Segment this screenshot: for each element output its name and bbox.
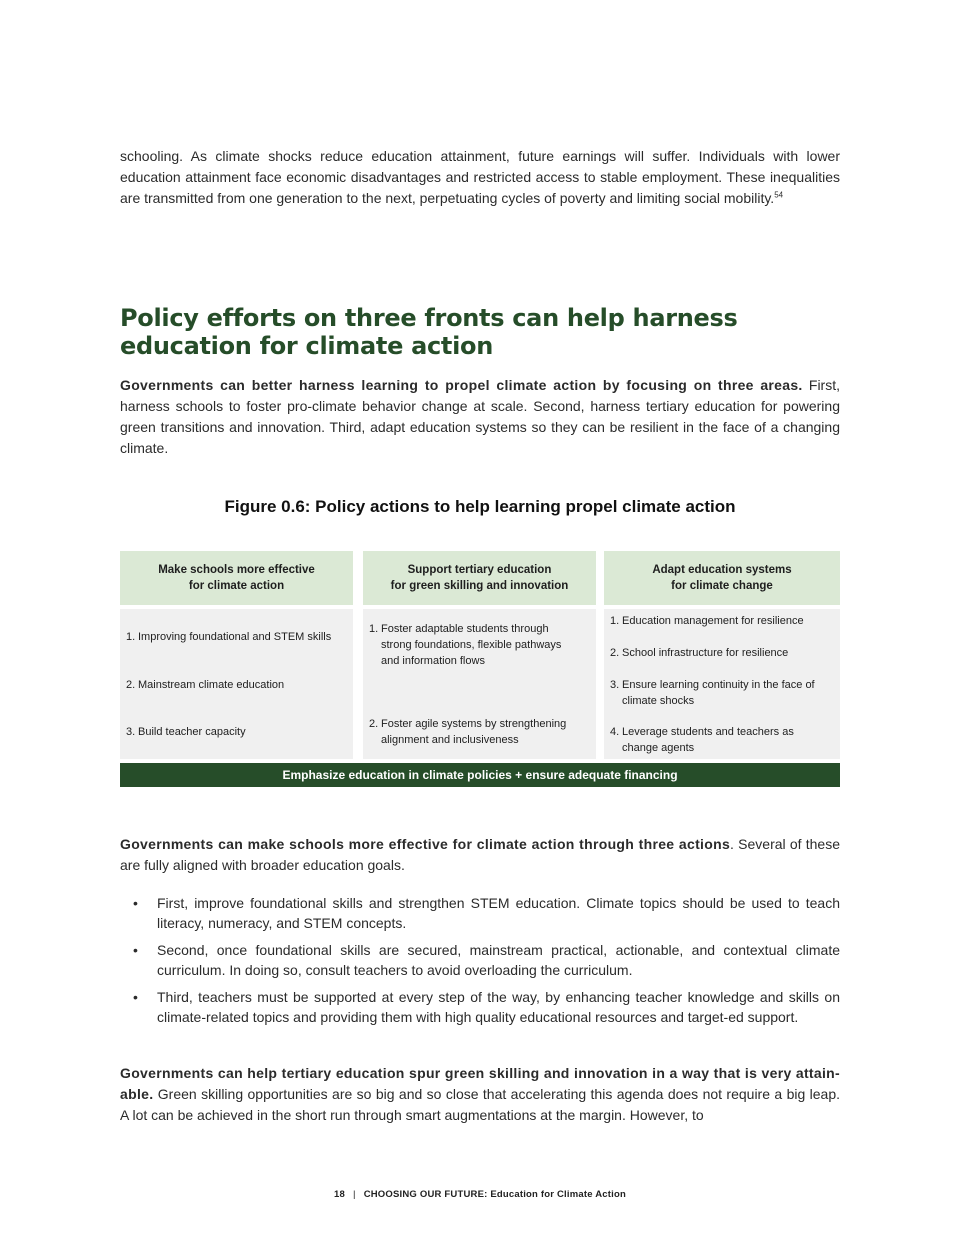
column-header — [604, 551, 840, 605]
policy-actions-figure — [120, 551, 840, 787]
footnote-ref[interactable]: 54 — [774, 190, 784, 200]
publication-title: CHOOSING OUR FUTURE: Education for Climate Action — [363, 1189, 626, 1200]
item-number: 1. — [610, 615, 620, 627]
action-item — [610, 613, 804, 629]
bullet-icon: • — [133, 942, 138, 958]
financing-banner: Emphasize education in climate policies + ensure adequate financing — [120, 763, 840, 787]
column-body — [363, 609, 596, 759]
header-line: Support tertiary education — [407, 564, 552, 576]
para3-text: Green skilling opportunities are so big and so close that accelerating this agenda does not require a big leap. A lot can be achieved in the short run through smart augmentations at the margin. However, to — [120, 1086, 840, 1123]
item-text: School infrastructure for resilience — [622, 647, 789, 659]
column-body — [604, 609, 840, 759]
para2-lead: Governments can make schools more effective for climate action through three actions — [120, 836, 731, 852]
item-text: Foster agile systems by strengthening — [381, 718, 567, 730]
header-line: Adapt education systems — [652, 564, 792, 576]
action-item — [610, 645, 788, 661]
action-item — [126, 677, 284, 693]
list-item — [120, 893, 840, 933]
action-item — [610, 724, 794, 756]
action-item — [369, 716, 566, 748]
footer-separator: | — [353, 1189, 356, 1200]
column-body — [120, 609, 353, 759]
list-item — [120, 987, 840, 1027]
bullet-text: First, improve foundational skills and strengthen STEM education. Climate topics should be used to teach literacy, numeracy, and STEM concepts. — [157, 895, 840, 931]
paragraph-tertiary — [120, 1063, 840, 1126]
list-item — [120, 940, 840, 980]
header-line: Make schools more effective — [158, 564, 315, 576]
figure-title: Figure 0.6: Policy actions to help learning propel climate action — [224, 497, 736, 516]
column-header — [363, 551, 596, 605]
intro-text: schooling. As climate shocks reduce education attainment, future earnings will suffer. Individuals with lower education attainment face economic disadvantages and restricted access to stable employment. These inequalities are transmitted from one generation to the next, perpetuating cycles of poverty and limiting social mobility. — [120, 148, 840, 206]
item-text: Improving foundational and STEM skills — [138, 631, 332, 643]
action-item — [610, 677, 815, 709]
bullet-text: Third, teachers must be supported at every step of the way, by enhancing teacher knowledge and skills on climate-related topics and providing them with high quality educational resources and target-ed support. — [157, 989, 840, 1025]
action-item — [369, 621, 561, 669]
item-text: Build teacher capacity — [138, 726, 246, 738]
item-number: 1. — [126, 631, 136, 643]
para1-text: First, harness schools to foster pro-climate behavior change at scale. Second, harness tertiary education for powering green transitions and innovation. Third, adapt education systems so they can be resilient in the face of a changing climate. — [120, 377, 840, 456]
paragraph-schools-actions — [120, 834, 840, 876]
item-text: alignment and inclusiveness — [381, 734, 519, 746]
item-text: strong foundations, flexible pathways — [381, 639, 562, 651]
page-number: 18 — [334, 1189, 346, 1200]
action-item — [126, 629, 331, 645]
bullet-icon: • — [133, 989, 138, 1005]
item-text: Leverage students and teachers as — [622, 726, 794, 738]
bullet-icon: • — [133, 895, 138, 911]
para3-lead: Governments can help tertiary education spur green skilling and innovation in a way that is very attain-able. — [120, 1065, 840, 1102]
item-number: 3. — [126, 726, 136, 738]
column-systems — [604, 551, 840, 754]
item-text: and information flows — [381, 655, 485, 667]
header-line: for climate change — [671, 580, 773, 592]
item-number: 1. — [369, 623, 379, 635]
intro-paragraph — [120, 146, 840, 209]
item-text: Mainstream climate education — [138, 679, 285, 691]
item-text: climate shocks — [622, 695, 695, 707]
bullet-list — [120, 893, 840, 1034]
item-number: 2. — [610, 647, 620, 659]
para2-text: . Several of these are fully aligned with broader education goals. — [120, 836, 840, 873]
item-number: 2. — [126, 679, 136, 691]
bullet-text: Second, once foundational skills are secured, mainstream practical, actionable, and contextual climate curriculum. In doing so, consult teachers to avoid overloading the curriculum. — [157, 942, 840, 978]
paragraph-three-areas — [120, 375, 840, 459]
column-schools — [120, 551, 353, 738]
header-line: for climate action — [188, 580, 285, 592]
para1-lead: Governments can better harness learning to propel climate action by focusing on three areas. — [120, 377, 803, 393]
item-number: 3. — [610, 679, 620, 691]
page-footer — [0, 1189, 960, 1200]
item-text: Ensure learning continuity in the face of — [622, 679, 815, 691]
item-text: change agents — [622, 742, 695, 754]
item-number: 2. — [369, 718, 379, 730]
column-tertiary — [363, 551, 596, 746]
section-heading: Policy efforts on three fronts can help harness education for climate action — [120, 304, 738, 360]
column-header — [120, 551, 353, 605]
item-number: 4. — [610, 726, 620, 738]
item-text: Education management for resilience — [622, 615, 804, 627]
header-line: for green skilling and innovation — [390, 580, 569, 592]
item-text: Foster adaptable students through — [381, 623, 549, 635]
action-item — [126, 724, 246, 740]
